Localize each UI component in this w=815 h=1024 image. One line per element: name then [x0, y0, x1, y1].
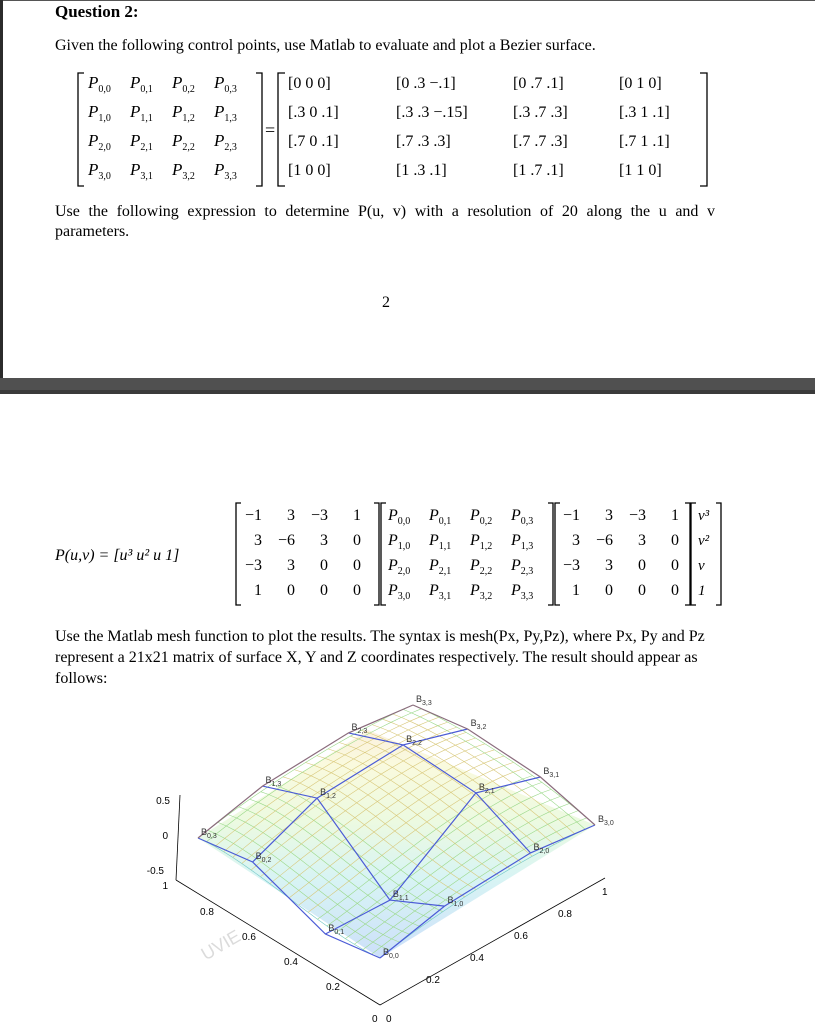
point-label: $B_{2,0}$ — [533, 841, 550, 855]
v-vector — [698, 508, 710, 599]
origin-tick: 0 — [386, 1014, 392, 1024]
bezier-surface-plot — [146, 694, 650, 1024]
basis2-cell: 3 — [605, 557, 613, 574]
right-axis-tick: 0.6 — [514, 931, 528, 942]
point-label: $B_{1,0}$ — [447, 895, 464, 909]
z-tick: -0.5 — [146, 866, 164, 877]
symbol-cell: $P_{3,0}$ — [88, 160, 111, 182]
question-title: Question 2: — [55, 2, 139, 21]
symbol-cell: $P_{3,1}$ — [130, 160, 153, 182]
basis1-cell: 3 — [287, 557, 295, 574]
symbol-cell: $P_{2,0}$ — [88, 131, 111, 153]
left-axis-tick: 0.2 — [326, 982, 340, 993]
symbol-cell: $P_{1,1}$ — [130, 102, 153, 124]
basis1-cell: −3 — [310, 507, 328, 524]
basis-matrix-2 — [563, 507, 679, 599]
point-matrix-cell: $P_{1,2}$ — [470, 532, 493, 552]
point-matrix-cell: $P_{0,3}$ — [511, 507, 534, 527]
equals-sign: = — [265, 120, 276, 140]
equation-lhs: P(u,v) = [u³ u² u 1] — [55, 547, 180, 564]
basis1-cell: 3 — [254, 532, 262, 549]
basis1-cell: 3 — [320, 532, 328, 549]
basis2-cell: 3 — [605, 507, 613, 524]
value-cell: [.3 0 .1] — [288, 104, 339, 121]
v-vector-cell: v — [698, 558, 705, 574]
basis1-cell: 0 — [353, 582, 361, 599]
right-axis-tick: 1 — [602, 887, 608, 898]
point-label: $B_{1,1}$ — [392, 889, 409, 903]
point-label: $B_{0,0}$ — [383, 947, 399, 960]
symbol-cell: $P_{0,1}$ — [130, 73, 153, 95]
point-matrix-cell: $P_{1,3}$ — [511, 532, 534, 552]
symbol-cell: $P_{0,2}$ — [172, 73, 195, 95]
point-label: $B_{0,2}$ — [255, 851, 272, 864]
point-matrix-cell: $P_{1,1}$ — [429, 532, 452, 552]
symbol-cell: $P_{2,3}$ — [214, 131, 237, 153]
basis1-cell: 0 — [353, 557, 361, 574]
point-matrix-cell: $P_{2,2}$ — [470, 557, 493, 577]
point-matrix-cell: $P_{2,1}$ — [429, 557, 452, 577]
value-cell: [1 .3 .1] — [396, 162, 447, 179]
point-matrix-cell: $P_{0,1}$ — [429, 507, 452, 527]
v-vector-cell: v² — [698, 533, 710, 549]
left-axis-tick: 0.4 — [284, 957, 298, 968]
watermark: UVIE — [197, 925, 244, 965]
point-matrix-cell: $P_{2,3}$ — [511, 557, 534, 577]
point-label: $B_{0,1}$ — [328, 923, 345, 936]
right-axis-tick: 0.2 — [426, 975, 440, 986]
symbol-cell: $P_{1,0}$ — [88, 102, 111, 124]
basis2-cell: 0 — [638, 582, 646, 599]
value-cell: [.3 .3 −.15] — [396, 104, 468, 121]
value-cell: [0 1 0] — [619, 75, 662, 92]
z-tick: 1 — [162, 881, 168, 892]
basis2-cell: −3 — [562, 557, 580, 574]
point-label: $B_{2,1}$ — [478, 781, 495, 795]
symbol-cell: $P_{0,0}$ — [88, 73, 111, 95]
point-matrix-cell: $P_{2,0}$ — [388, 557, 411, 577]
basis1-cell: −3 — [244, 557, 262, 574]
point-label: $B_{3,3}$ — [416, 694, 432, 707]
page-number: 2 — [382, 294, 390, 311]
point-matrix-cell: $P_{3,2}$ — [470, 582, 493, 602]
z-tick: 0 — [162, 831, 168, 842]
point-label: $B_{3,1}$ — [543, 766, 560, 779]
basis2-cell: 0 — [671, 532, 679, 549]
value-cell: [.7 1 .1] — [619, 133, 670, 150]
point-label: $B_{2,2}$ — [406, 733, 422, 747]
value-cell: [.7 .7 .3] — [513, 133, 568, 150]
symbol-cell: $P_{1,3}$ — [214, 102, 237, 124]
point-matrix-cell: $P_{0,0}$ — [388, 507, 411, 527]
origin-tick: 0 — [372, 1014, 378, 1024]
symbol-cell: $P_{0,3}$ — [214, 73, 237, 95]
basis1-cell: 1 — [254, 582, 262, 599]
basis1-cell: −1 — [244, 507, 262, 524]
value-cell: [0 .7 .1] — [513, 75, 564, 92]
value-cell: [0 0 0] — [288, 75, 331, 92]
right-axis-tick: 0.4 — [470, 953, 484, 964]
basis1-cell: 1 — [353, 507, 361, 524]
basis2-cell: 0 — [671, 557, 679, 574]
right-axis-tick: 0.8 — [558, 909, 572, 920]
point-label: $B_{1,2}$ — [320, 787, 336, 801]
point-label: $B_{1,3}$ — [265, 775, 282, 789]
basis2-cell: −6 — [595, 532, 613, 549]
value-cell: [.7 0 .1] — [288, 133, 339, 150]
basis2-cell: 1 — [671, 507, 679, 524]
basis1-cell: 0 — [287, 582, 295, 599]
point-matrix-cell: $P_{3,1}$ — [429, 582, 452, 602]
value-cell: [1 1 0] — [619, 162, 662, 179]
point-label: $B_{2,3}$ — [351, 721, 368, 735]
value-cell: [.3 1 .1] — [619, 104, 670, 121]
basis2-cell: 3 — [638, 532, 646, 549]
value-cell: [.7 .3 .3] — [396, 133, 451, 150]
basis1-cell: 0 — [320, 557, 328, 574]
symbol-cell: $P_{2,1}$ — [130, 131, 153, 153]
left-axis-tick: 0.8 — [200, 907, 214, 918]
basis2-cell: 0 — [671, 582, 679, 599]
basis2-cell: 0 — [605, 582, 613, 599]
basis1-cell: 3 — [287, 507, 295, 524]
value-cell: [0 .3 −.1] — [396, 75, 456, 92]
point-matrix-cell: $P_{3,0}$ — [388, 582, 411, 602]
point-matrix-cell: $P_{0,2}$ — [470, 507, 493, 527]
symbol-cell: $P_{3,2}$ — [172, 160, 195, 182]
basis2-cell: −1 — [562, 507, 580, 524]
symbol-cell: $P_{3,3}$ — [214, 160, 237, 182]
basis1-cell: 0 — [353, 532, 361, 549]
z-tick: 0.5 — [156, 796, 170, 807]
basis1-cell: 0 — [320, 582, 328, 599]
basis2-cell: −3 — [628, 507, 646, 524]
mesh-instruction: Use the Matlab mesh function to plot the results. The syntax is mesh(Px, Py,Pz), where Px, Py and Pz represent a 21x21 matrix of surface X, Y and Z coordinates respectively. The result should appear as follows: — [55, 628, 705, 687]
question-intro: Given the following control points, use Matlab to evaluate and plot a Bezier surface. — [55, 37, 596, 54]
basis2-cell: 3 — [572, 532, 580, 549]
z-axis — [176, 795, 180, 880]
use-expression-text: Use the following expression to determine P(u, v) with a resolution of 20 along the u and v parameters. — [55, 203, 715, 240]
point-matrix-cell: $P_{3,3}$ — [511, 582, 534, 602]
v-vector-cell: 1 — [698, 583, 706, 599]
symbol-cell: $P_{1,2}$ — [172, 102, 195, 124]
left-axis-tick: 0.6 — [242, 932, 256, 943]
value-cell: [1 .7 .1] — [513, 162, 564, 179]
v-vector-cell: v³ — [698, 508, 710, 524]
point-label: $B_{3,0}$ — [598, 814, 614, 827]
symbol-cell: $P_{2,2}$ — [172, 131, 195, 153]
basis1-cell: −6 — [277, 532, 295, 549]
value-cell: [.3 .7 .3] — [513, 104, 568, 121]
point-matrix — [387, 507, 533, 602]
point-matrix-cell: $P_{1,0}$ — [388, 532, 411, 552]
basis2-cell: 1 — [572, 582, 580, 599]
value-cell: [1 0 0] — [288, 162, 331, 179]
point-label: $B_{0,3}$ — [201, 827, 217, 840]
basis-matrix-1 — [245, 507, 361, 599]
point-label: $B_{3,2}$ — [470, 718, 487, 731]
basis2-cell: 0 — [638, 557, 646, 574]
